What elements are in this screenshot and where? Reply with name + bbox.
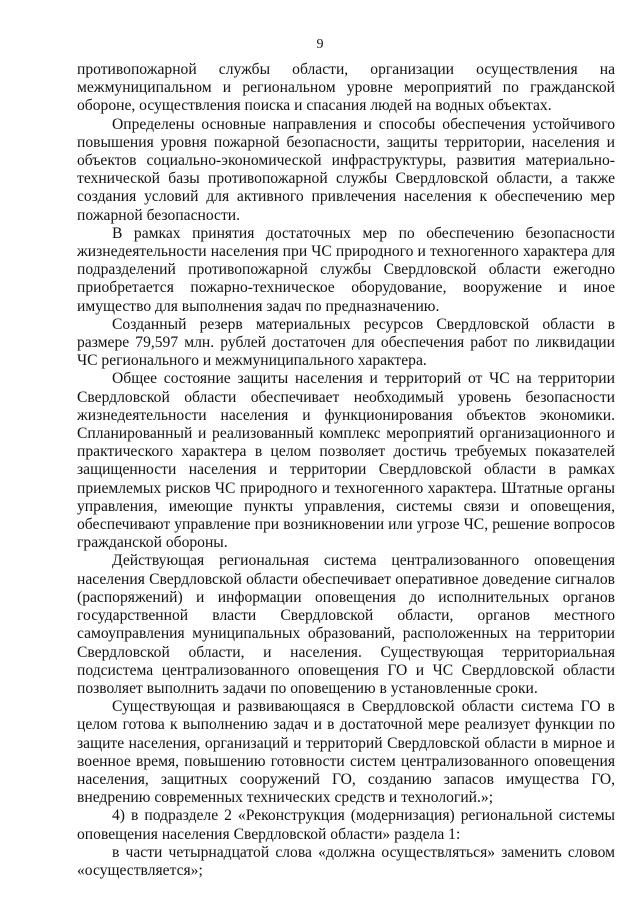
- paragraph-5: Общее состояние защиты населения и территорий от ЧС на территории Свердловской области обеспечивает необходимый уровень безопасности жизнедеятельности населения и функционирования объектов экономики. Спланированный и реализованный комплекс мероприятий организационного и практического характера в целом позволяет достичь требуемых показателей защищенности населения и территории Свердловской области в рамках приемлемых рисков ЧС природного и техногенного характера. Штатные органы управления, имеющие пункты управления, системы связи и оповещения, обеспечивают управление при возникновении или угрозе ЧС, решение вопросов гражданской обороны.: [77, 370, 615, 552]
- paragraph-1: противопожарной службы области, организации осуществления на межмуниципальном и региональном уровне мероприятий по гражданской обороне, осуществления поиска и спасания людей на водных объектах.: [77, 61, 615, 115]
- document-body: [77, 61, 615, 880]
- page-number: 9: [316, 37, 324, 52]
- paragraph-8: 4) в подразделе 2 «Реконструкция (модернизация) региональной системы оповещения населения Свердловской области» раздела 1:: [77, 807, 615, 843]
- paragraph-7: Существующая и развивающаяся в Свердловской области система ГО в целом готова к выполнению задач и в достаточной мере реализует функции по защите населения, организаций и территорий Свердловской области в мирное и военное время, повышению готовности систем централизованного оповещения населения, защитных сооружений ГО, созданию запасов имущества ГО, внедрению современных технических средств и технологий.»;: [77, 698, 615, 807]
- paragraph-3: В рамках принятия достаточных мер по обеспечению безопасности жизнедеятельности населения при ЧС природного и техногенного характера для подразделений противопожарной службы Свердловской области ежегодно приобретается пожарно-техническое оборудование, вооружение и иное имущество для выполнения задач по предназначению.: [77, 224, 615, 315]
- paragraph-4: Созданный резерв материальных ресурсов Свердловской области в размере 79,597 млн. рублей достаточен для обеспечения работ по ликвидации ЧС регионального и межмуниципального характера.: [77, 315, 615, 370]
- paragraph-6: Действующая региональная система централизованного оповещения населения Свердловской области обеспечивает оперативное доведение сигналов (распоряжений) и информации оповещения до исполнительных органов государственной власти Свердловской области, органов местного самоуправления муниципальных образований, расположенных на территории Свердловской области, и населения. Существующая территориальная подсистема централизованного оповещения ГО и ЧС Свердловской области позволяет выполнить задачи по оповещению в установленные сроки.: [77, 552, 615, 697]
- paragraph-2: Определены основные направления и способы обеспечения устойчивого повышения уровня пожарной безопасности, защиты территории, населения и объектов социально-экономической инфраструктуры, развития материально-технической базы противопожарной службы Свердловской области, а также создания условий для активного привлечения населения к обеспечению мер пожарной безопасности.: [77, 115, 615, 224]
- paragraph-9: в части четырнадцатой слова «должна осуществляться» заменить словом «осуществляется»;: [77, 843, 615, 879]
